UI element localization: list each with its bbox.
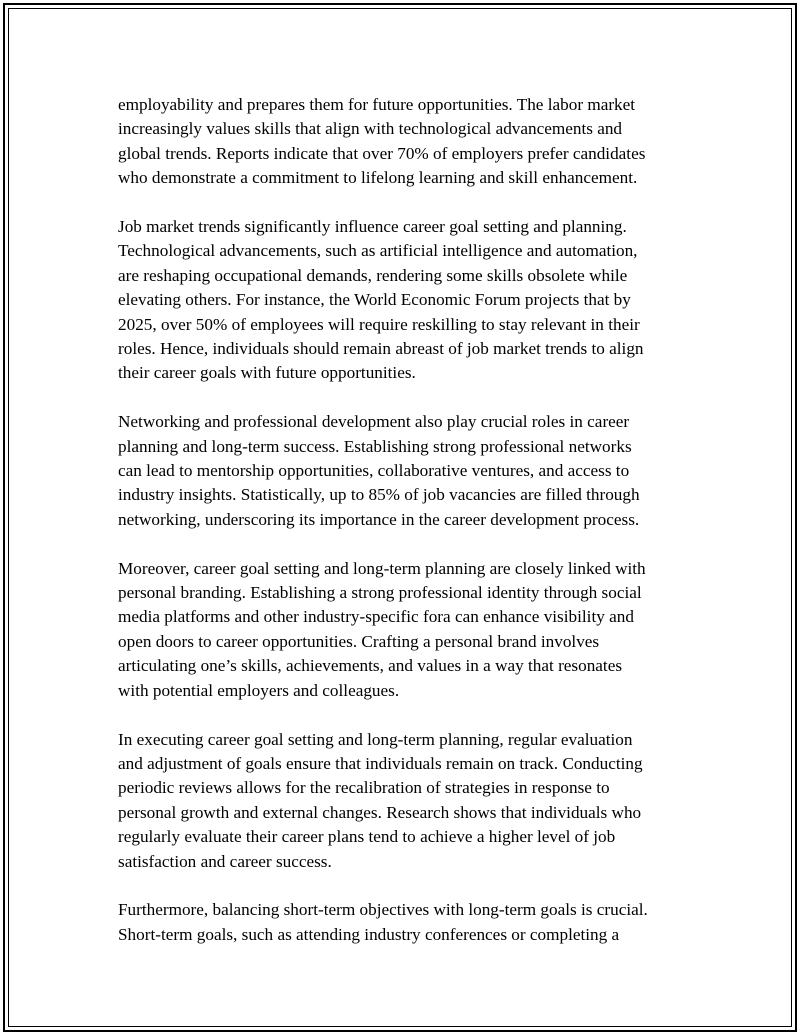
- text-line: Technological advancements, such as artificial intelligence and automation,: [118, 241, 638, 261]
- text-line: Networking and professional development also play crucial roles in career: [118, 412, 630, 432]
- paragraph-evaluation: [118, 728, 693, 874]
- text-line: personal branding. Establishing a strong professional identity through social: [118, 583, 642, 603]
- text-line: media platforms and other industry-specific fora can enhance visibility and: [118, 607, 634, 627]
- paragraph-personal-branding: [118, 557, 693, 703]
- paragraph-short-term-goals: [118, 898, 693, 947]
- text-line: employability and prepares them for future opportunities. The labor market: [118, 95, 636, 114]
- text-line: periodic reviews allows for the recalibration of strategies in response to: [118, 778, 610, 798]
- text-line: 2025, over 50% of employees will require reskilling to stay relevant in their: [118, 314, 640, 334]
- text-line: elevating others. For instance, the World Economic Forum projects that by: [118, 290, 631, 310]
- text-line: In executing career goal setting and long-term planning, regular evaluation: [118, 729, 633, 749]
- document-body: [118, 93, 693, 972]
- text-line: satisfaction and career success.: [118, 851, 332, 871]
- text-line: can lead to mentorship opportunities, collaborative ventures, and access to: [118, 461, 630, 481]
- text-line: with potential employers and colleagues.: [118, 680, 400, 700]
- paragraph-networking: [118, 410, 693, 532]
- text-line: personal growth and external changes. Research shows that individuals who: [118, 802, 642, 822]
- text-line: Short-term goals, such as attending industry conferences or completing a: [118, 924, 620, 944]
- text-line: planning and long-term success. Establishing strong professional networks: [118, 436, 632, 456]
- text-line: regularly evaluate their career plans tend to achieve a higher level of job: [118, 827, 616, 847]
- text-line: are reshaping occupational demands, rendering some skills obsolete while: [118, 265, 628, 285]
- text-line: and adjustment of goals ensure that individuals remain on track. Conducting: [118, 753, 643, 773]
- text-line: industry insights. Statistically, up to 85% of job vacancies are filled through: [118, 485, 640, 505]
- text-line: roles. Hence, individuals should remain abreast of job market trends to align: [118, 339, 644, 359]
- text-line: Job market trends significantly influence career goal setting and planning.: [118, 217, 627, 237]
- text-line: open doors to career opportunities. Crafting a personal brand involves: [118, 631, 600, 651]
- text-line: who demonstrate a commitment to lifelong learning and skill enhancement.: [118, 168, 638, 188]
- paragraph-job-market-trends: [118, 215, 693, 386]
- text-line: articulating one’s skills, achievements, and values in a way that resonates: [118, 656, 623, 676]
- text-line: global trends. Reports indicate that over 70% of employers prefer candidates: [118, 143, 646, 163]
- text-line: increasingly values skills that align with technological advancements and: [118, 119, 623, 139]
- text-line: Furthermore, balancing short-term objectives with long-term goals is crucial.: [118, 900, 648, 920]
- paragraph-employability: [118, 93, 693, 191]
- text-line: networking, underscoring its importance in the career development process.: [118, 509, 640, 529]
- text-line: their career goals with future opportunities.: [118, 363, 416, 383]
- text-line: Moreover, career goal setting and long-term planning are closely linked with: [118, 558, 646, 578]
